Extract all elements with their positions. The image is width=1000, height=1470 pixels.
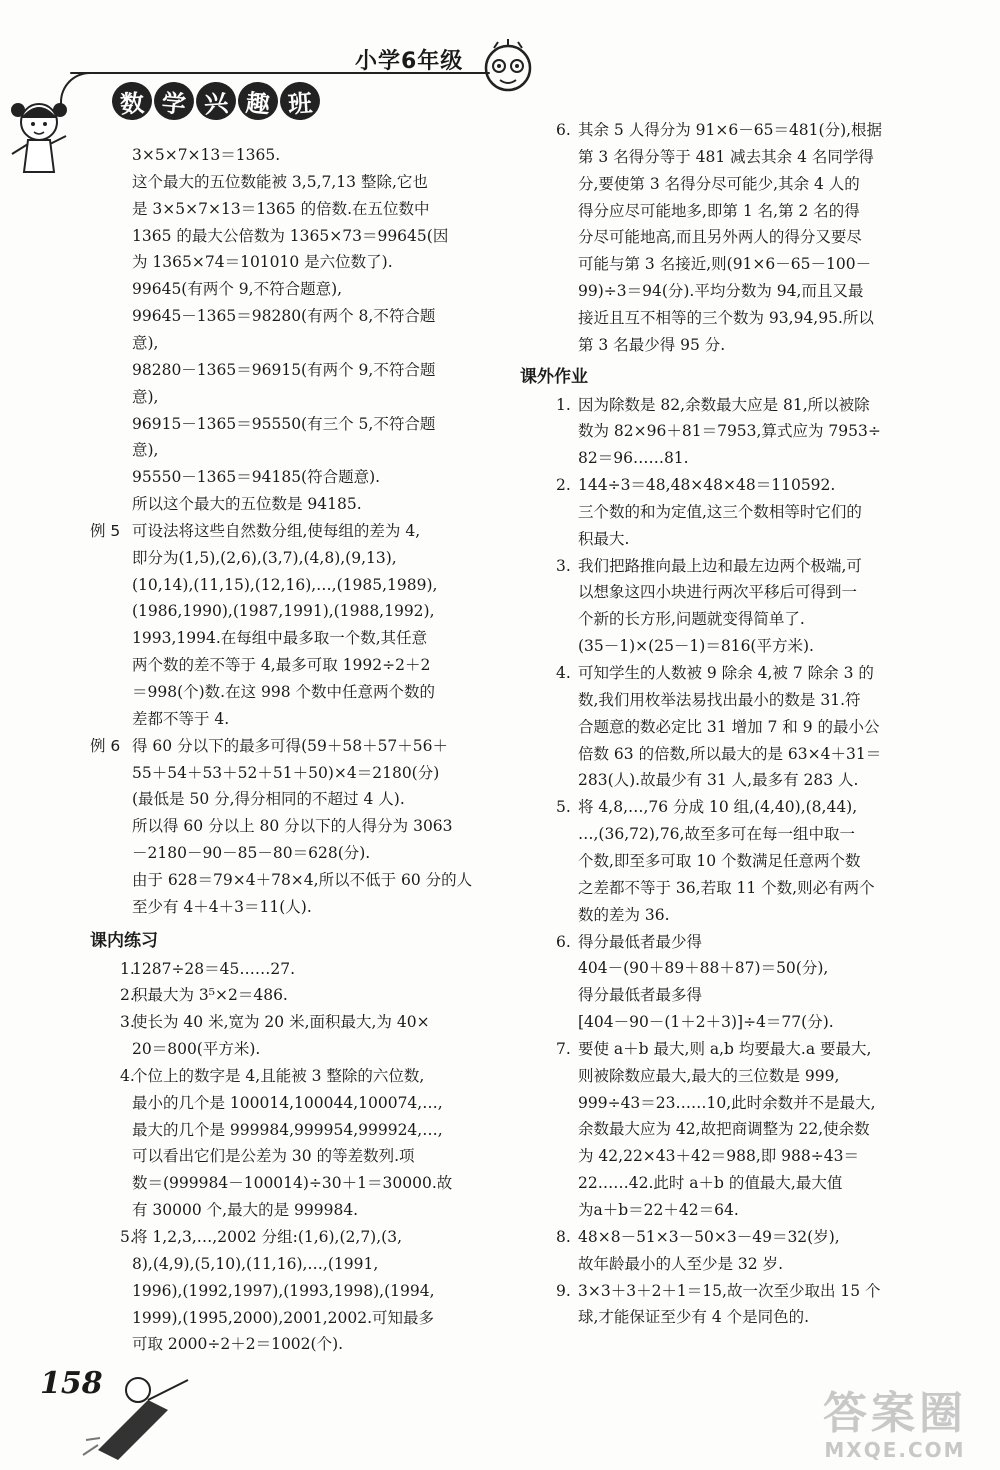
text-line: 999÷43＝23……10,此时余数并不是最大, (578, 1093, 876, 1112)
text-line: 所以这个最大的五位数是 94185. (132, 495, 362, 514)
text-line: 404－(90＋89＋88＋87)＝50(分), (578, 959, 829, 978)
text-line: 将 1,2,3,…,2002 分组:(1,6),(2,7),(3, (132, 1228, 402, 1246)
owl-mascot-icon (478, 36, 538, 96)
text-line: 数为 82×96＋81＝7953,算式应为 7953÷ (578, 422, 881, 441)
text-line: 使长为 40 米,宽为 20 米,面积最大,为 40× (132, 1013, 430, 1032)
text-line: 3×5×7×13＝1365. (132, 146, 281, 164)
text-line: 数＝(999984－100014)÷30＋1＝30000.故 (132, 1174, 453, 1193)
book-title (112, 82, 320, 120)
text-line: 分尽可能地高,而且另外两人的得分又要尽 (578, 228, 862, 247)
item-number: 3. (556, 556, 571, 575)
text-line: 之差都不等于 36,若取 11 个数,则必有两个 (578, 878, 875, 897)
text-line: 数的差为 36. (578, 905, 670, 924)
item-number: 7. (556, 1039, 571, 1058)
text-line: 数,我们用枚举法易找出最小的数是 31.符 (578, 690, 861, 709)
watermark (800, 1390, 990, 1465)
grade-label: 小学6年级 (355, 49, 464, 74)
text-line: 得分最低者最少得 (578, 932, 703, 951)
text-line: (最低是 50 分,得分相同的不超过 4 人). (132, 790, 405, 809)
text-line: 为 42,22×43＋42＝988,即 988÷43＝ (578, 1147, 859, 1166)
text-line: 55＋54＋53＋52＋51＋50)×4＝2180(分) (132, 763, 440, 782)
text-line: 144÷3＝48,48×48×48＝110592. (578, 476, 836, 495)
title-char: 数 (111, 81, 154, 122)
text-line: 得分应尽可能地多,即第 1 名,第 2 名的得 (578, 201, 860, 220)
item-number: 6. (556, 121, 571, 139)
text-line: 意), (132, 441, 159, 460)
example-label: 例 6 (90, 736, 121, 755)
item-number: 1. (120, 959, 135, 978)
text-line: (10,14),(11,15),(12,16),…,(1985,1989), (132, 575, 438, 594)
text-line: 1996),(1992,1997),(1993,1998),(1994, (132, 1281, 435, 1300)
text-line: 3×3＋3＋2＋1＝15,故一次至少取出 15 个 (578, 1281, 881, 1300)
text-line: 8),(4,9),(5,10),(11,16),…,(1991, (132, 1254, 379, 1273)
watermark-url: MXQE.COM (824, 1438, 966, 1462)
text-line: 22……42.此时 a＋b 的值最大,最大值 (578, 1174, 843, 1193)
text-line: 最大的几个是 999984,999954,999924,…, (132, 1120, 443, 1139)
item-number: 9. (556, 1281, 571, 1300)
text-line: 则被除数应最大,最大的三位数是 999, (578, 1066, 840, 1085)
text-line: (1986,1990),(1987,1991),(1988,1992), (132, 602, 435, 621)
title-char: 学 (152, 80, 195, 121)
text-line: 得 60 分以下的最多可得(59＋58＋57＋56＋ (132, 736, 449, 755)
text-line: [404－90－(1＋2＋3)]÷4＝77(分). (578, 1013, 834, 1032)
item-number: 4. (556, 664, 571, 682)
item-number: 6. (556, 932, 571, 951)
item-number: 8. (556, 1227, 571, 1246)
text-line: 三个数的和为定值,这三个数相等时它们的 (578, 502, 862, 521)
text-line: 两个数的差不等于 4,最多可取 1992÷2＋2 (132, 656, 431, 675)
text-line: 接近且互不相等的三个数为 93,94,95.所以 (578, 308, 874, 327)
text-line: 48×8－51×3－50×3－49＝32(岁), (578, 1227, 840, 1246)
text-line: 为a＋b＝22＋42＝64. (578, 1201, 739, 1219)
text-line: 合题意的数必定比 31 增加 7 和 9 的最小公 (578, 717, 880, 736)
text-line: 意), (132, 333, 159, 352)
text-line: 个新的长方形,问题就变得简单了. (578, 610, 805, 629)
section-heading: 课内练习 (90, 930, 158, 951)
section-heading: 课外作业 (520, 366, 588, 387)
title-char: 班 (279, 81, 322, 122)
text-line: 可知学生的人数被 9 除余 4,被 7 除余 3 的 (578, 664, 874, 682)
text-line: 分,要使第 3 名得分尽可能少,其余 4 人的 (578, 174, 860, 193)
text-line: 个位上的数字是 4,且能被 3 整除的六位数, (132, 1066, 425, 1085)
title-char: 兴 (195, 81, 238, 122)
item-number: 1. (556, 395, 571, 414)
item-number: 5. (556, 798, 571, 817)
text-line: 1993,1994.在每组中最多取一个数,其任意 (132, 629, 428, 648)
text-line: 这个最大的五位数能被 3,5,7,13 整除,它也 (132, 172, 428, 191)
text-line: 99645－1365＝98280(有两个 8,不符合题 (132, 307, 436, 326)
text-line: 个数,即至多可取 10 个数满足任意两个数 (578, 851, 861, 870)
text-line: 要使 a＋b 最大,则 a,b 均要最大.a 要最大, (578, 1039, 872, 1058)
text-line: 积最大为 3⁵×2＝486. (132, 986, 288, 1005)
text-line: 1365 的最大公倍数为 1365×73＝99645(因 (132, 226, 449, 245)
text-line: 可能与第 3 名接近,则(91×6－65－100－ (578, 255, 872, 274)
text-line: 其余 5 人得分为 91×6－65＝481(分),根据 (578, 121, 883, 139)
text-line: 积最大. (578, 529, 630, 548)
text-line: 由于 628＝79×4＋78×4,所以不低于 60 分的人 (132, 870, 473, 889)
text-line: 所以得 60 分以上 80 分以下的人得分为 3063 (132, 817, 453, 836)
text-line: 球,才能保证至少有 4 个是同色的. (578, 1308, 810, 1327)
text-line: 96915－1365＝95550(有三个 5,不符合题 (132, 414, 436, 433)
item-number: 5. (120, 1228, 135, 1246)
text-line: 将 4,8,…,76 分成 10 组,(4,40),(8,44), (578, 798, 858, 817)
text-line: 差都不等于 4. (132, 709, 230, 728)
example-label: 例 5 (90, 521, 121, 540)
text-line: 即分为(1,5),(2,6),(3,7),(4,8),(9,13), (132, 548, 397, 567)
item-number: 2. (556, 476, 571, 495)
text-line: －2180－90－85－80＝628(分). (132, 844, 371, 863)
text-line: ＝998(个)数.在这 998 个数中任意两个数的 (132, 683, 436, 701)
item-number: 3. (120, 1013, 135, 1032)
text-line: 20＝800(平方米). (132, 1040, 261, 1059)
text-line: 得分最低者最多得 (578, 986, 703, 1005)
item-number: 2. (120, 986, 135, 1005)
watermark-logo-text: 答案圈 (823, 1388, 967, 1439)
text-line: 283(人).故最少有 31 人,最多有 283 人. (578, 771, 859, 790)
text-line: (35－1)×(25－1)＝816(平方米). (578, 637, 814, 656)
item-number: 4. (120, 1066, 135, 1085)
text-line: 99645(有两个 9,不符合题意), (132, 280, 343, 299)
text-line: 故年龄最小的人至少是 32 岁. (578, 1254, 784, 1273)
page-number: 158 (40, 1366, 103, 1401)
text-line: 82＝96……81. (578, 449, 689, 468)
text-line: …,(36,72),76,故至多可在每一组中取一 (578, 825, 855, 844)
title-char: 趣 (236, 80, 279, 121)
text-line: 可取 2000÷2＋2＝1002(个). (132, 1335, 344, 1354)
text-line: 为 1365×74＝101010 是六位数了). (132, 253, 393, 272)
text-line: 1999),(1995,2000),2001,2002.可知最多 (132, 1308, 435, 1327)
girl-mascot-icon (4, 92, 74, 182)
text-line: 最小的几个是 100014,100044,100074,…, (132, 1093, 443, 1112)
text-line: 我们把路推向最上边和最左边两个极端,可 (578, 556, 862, 575)
text-line: 余数最大应为 42,故把商调整为 22,使余数 (578, 1120, 870, 1139)
text-line: 以想象这四小块进行两次平移后可得到一 (578, 583, 858, 602)
text-line: 倍数 63 的倍数,所以最大的是 63×4＋31＝ (578, 744, 882, 763)
text-line: 可以看出它们是公差为 30 的等差数列.项 (132, 1147, 415, 1166)
text-line: 第 3 名得分等于 481 减去其余 4 名同学得 (578, 147, 874, 166)
text-line: 意), (132, 387, 159, 406)
text-line: 至少有 4＋4＋3＝11(人). (132, 897, 312, 916)
text-line: 第 3 名最少得 95 分. (578, 335, 726, 354)
text-line: 因为除数是 82,余数最大应是 81,所以被除 (578, 395, 870, 414)
text-line: 有 30000 个,最大的是 999984. (132, 1201, 359, 1220)
text-line: 95550－1365＝94185(符合题意). (132, 468, 381, 487)
text-line: 是 3×5×7×13＝1365 的倍数.在五位数中 (132, 199, 430, 218)
text-line: 1287÷28＝45……27. (132, 959, 296, 978)
text-line: 可设法将这些自然数分组,使每组的差为 4, (132, 521, 421, 540)
text-line: 98280－1365＝96915(有两个 9,不符合题 (132, 360, 436, 379)
text-line: 99)÷3＝94(分).平均分数为 94,而且又最 (578, 282, 864, 301)
